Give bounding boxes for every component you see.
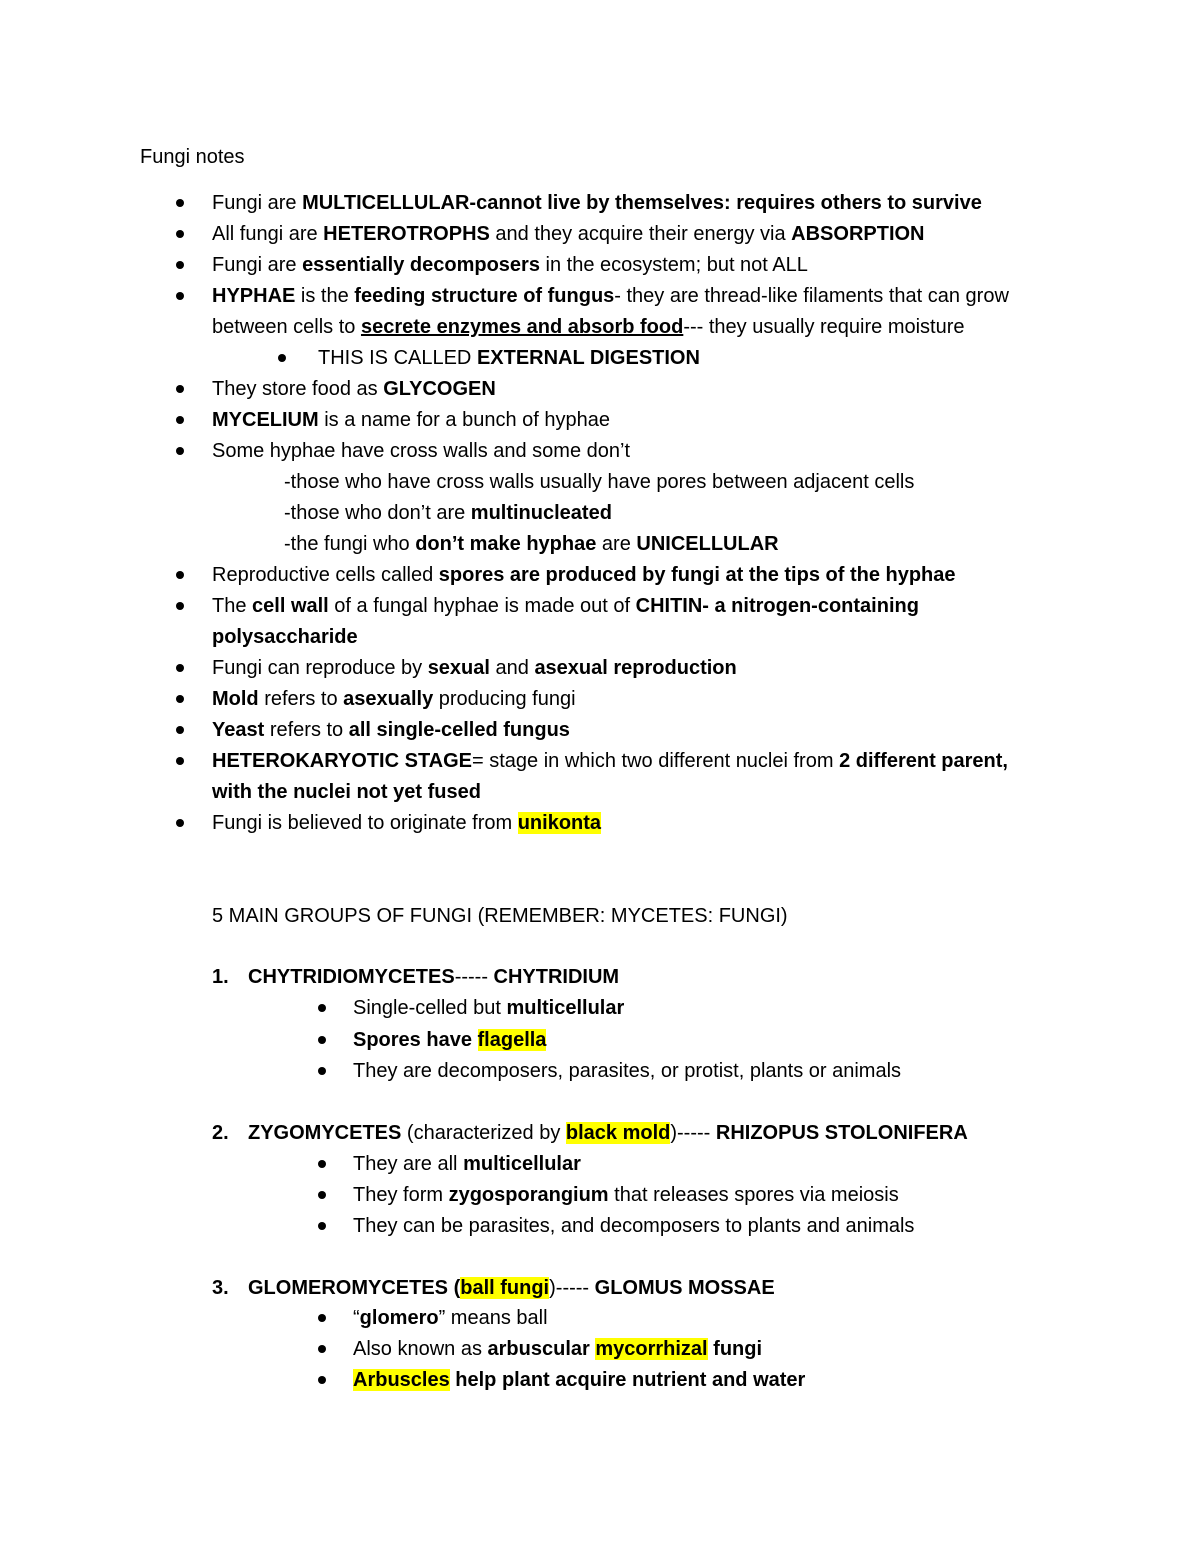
note-line <box>212 220 925 248</box>
text-run: essentially decomposers <box>302 254 540 276</box>
text-run: CHYTRIDIUM <box>493 966 620 988</box>
text-run: all single-celled fungus <box>348 719 570 741</box>
text-run: CHITIN- a nitrogen-containing <box>635 595 919 617</box>
text-run: EXTERNAL DIGESTION <box>476 347 700 369</box>
text-run: Fungi is believed to originate from <box>212 812 518 834</box>
text-run: glomero <box>359 1307 439 1329</box>
text-run: zygosporangium <box>448 1184 609 1206</box>
text-run: They are all <box>353 1153 464 1175</box>
text-run: All fungi are <box>212 223 324 245</box>
text-run: ----- <box>454 966 494 988</box>
bullet-icon <box>176 199 184 207</box>
text-run: help plant acquire nutrient and water <box>449 1369 806 1391</box>
text-run: between cells to <box>212 316 361 338</box>
text-run: asexual reproduction <box>534 657 737 679</box>
note-line <box>284 468 914 496</box>
text-run: -those who have cross walls usually have pores between adjacent cells <box>284 471 915 493</box>
text-run: 2 different parent, <box>839 750 1008 772</box>
text-run: They form <box>353 1184 449 1206</box>
note-line <box>212 406 610 434</box>
text-run: HETEROTROPHS <box>323 223 490 245</box>
note-line <box>212 282 1009 310</box>
note-line <box>212 747 1008 775</box>
text-run: in the ecosystem; but not ALL <box>539 254 808 276</box>
note-line <box>318 344 700 372</box>
group-heading <box>248 1119 968 1147</box>
note-line <box>212 685 576 713</box>
text-run: MULTICELLULAR-cannot live by themselves: requires others to survive <box>302 192 982 214</box>
bullet-icon <box>176 447 184 455</box>
bullet-icon <box>318 1036 326 1044</box>
group-number: 1. <box>212 966 229 988</box>
text-run: Reproductive cells called <box>212 564 439 586</box>
text-run: - they are thread-like filaments that can grow <box>614 285 1009 307</box>
page-title: Fungi notes <box>140 146 245 168</box>
text-run: Some hyphae have cross walls and some don’t <box>212 440 631 462</box>
text-run: “ <box>353 1307 360 1329</box>
text-run: Also known as <box>353 1338 488 1360</box>
bullet-icon <box>318 1376 326 1384</box>
text-run: and <box>489 657 535 679</box>
bullet-icon <box>176 695 184 703</box>
text-run: Arbuscles <box>353 1369 450 1391</box>
text-run: HYPHAE <box>212 285 296 307</box>
note-line <box>212 809 601 837</box>
text-run: multicellular <box>463 1153 581 1175</box>
text-run: --- they usually require moisture <box>683 316 965 338</box>
text-run: The <box>212 595 253 617</box>
group-number: 2. <box>212 1122 229 1144</box>
bullet-icon <box>176 757 184 765</box>
text-run: multicellular <box>506 997 625 1019</box>
text-run: )----- <box>670 1122 716 1144</box>
text-run: They are decomposers, parasites, or protist, plants or animals <box>353 1060 902 1082</box>
text-run: sexual <box>427 657 490 679</box>
group-item <box>353 1212 914 1240</box>
text-run: -the fungi who <box>284 533 416 555</box>
bullet-icon <box>176 230 184 238</box>
text-run: Spores have <box>353 1029 478 1051</box>
text-run: They can be parasites, and decomposers to plants and animals <box>353 1215 915 1237</box>
text-run: are <box>596 533 637 555</box>
text-run: Fungi are <box>212 254 303 276</box>
text-run: HETEROKARYOTIC STAGE <box>212 750 473 772</box>
text-run: with the nuclei not yet fused <box>212 781 481 803</box>
text-run: black mold <box>565 1122 671 1144</box>
text-run: is the <box>295 285 355 307</box>
text-run: is a name for a bunch of hyphae <box>318 409 610 431</box>
note-line <box>212 778 481 806</box>
text-run: cell wall <box>252 595 329 617</box>
bullet-icon <box>176 819 184 827</box>
text-run: RHIZOPUS STOLONIFERA <box>715 1122 968 1144</box>
text-run: don’t make hyphae <box>415 533 597 555</box>
note-line <box>212 592 919 620</box>
group-number: 3. <box>212 1277 229 1299</box>
note-line <box>212 561 956 589</box>
bullet-icon <box>176 292 184 300</box>
bullet-icon <box>176 664 184 672</box>
text-run: asexually <box>343 688 434 710</box>
text-run: ” means ball <box>438 1307 548 1329</box>
text-run: ball fungi <box>460 1277 550 1299</box>
text-run: producing fungi <box>433 688 576 710</box>
text-run: polysaccharide <box>212 626 358 648</box>
group-item <box>353 1335 762 1363</box>
text-run: fungi <box>713 1338 763 1360</box>
text-run: )----- <box>549 1277 595 1299</box>
text-run: unikonta <box>517 812 602 834</box>
bullet-icon <box>176 726 184 734</box>
text-run: Fungi can reproduce by <box>212 657 428 679</box>
text-run: of a fungal hyphae is made out of <box>328 595 636 617</box>
bullet-icon <box>176 416 184 424</box>
text-run: mycorrhizal <box>595 1338 708 1360</box>
note-line <box>212 654 737 682</box>
text-run: Mold <box>212 688 259 710</box>
bullet-icon <box>176 571 184 579</box>
bullet-icon <box>318 1345 326 1353</box>
text-run: Yeast <box>212 719 265 741</box>
note-line <box>284 499 612 527</box>
bullet-icon <box>318 1160 326 1168</box>
text-run: MYCELIUM <box>212 409 319 431</box>
text-run: GLYCOGEN <box>383 378 496 400</box>
groups-heading: 5 MAIN GROUPS OF FUNGI (REMEMBER: MYCETES: FUNGI) <box>212 905 788 927</box>
text-run: THIS IS CALLED <box>318 347 477 369</box>
text-run: CHYTRIDIOMYCETES <box>248 966 455 988</box>
note-line <box>212 313 965 341</box>
note-line <box>212 189 982 217</box>
bullet-icon <box>318 1222 326 1230</box>
note-line <box>212 375 496 403</box>
bullet-icon <box>278 354 286 362</box>
group-item <box>353 1304 548 1332</box>
text-run: flagella <box>477 1029 547 1051</box>
text-run: feeding structure of fungus <box>354 285 615 307</box>
bullet-icon <box>176 385 184 393</box>
text-run: refers to <box>258 688 344 710</box>
text-run: GLOMUS MOSSAE <box>594 1277 775 1299</box>
note-line <box>212 623 358 651</box>
text-run: multinucleated <box>470 502 612 524</box>
group-heading <box>248 1274 775 1302</box>
group-item <box>353 1150 581 1178</box>
text-run: ZYGOMYCETES <box>248 1122 402 1144</box>
text-run: refers to <box>264 719 349 741</box>
bullet-icon <box>318 1067 326 1075</box>
note-line <box>212 251 808 279</box>
group-item <box>353 1026 546 1054</box>
text-run: -those who don’t are <box>284 502 471 524</box>
note-line <box>212 716 570 744</box>
text-run: ABSORPTION <box>791 223 925 245</box>
text-run: and they acquire their energy via <box>489 223 792 245</box>
bullet-icon <box>318 1191 326 1199</box>
group-item <box>353 1366 805 1394</box>
text-run: Fungi are <box>212 192 303 214</box>
note-line <box>212 437 630 465</box>
group-item <box>353 1057 901 1085</box>
text-run: (characterized by <box>401 1122 566 1144</box>
text-run: They store food as <box>212 378 384 400</box>
text-run: that releases spores via meiosis <box>608 1184 899 1206</box>
text-run: Single-celled but <box>353 997 507 1019</box>
bullet-icon <box>176 261 184 269</box>
bullet-icon <box>176 602 184 610</box>
text-run: UNICELLULAR <box>636 533 779 555</box>
bullet-icon <box>318 1314 326 1322</box>
text-run: arbuscular <box>487 1338 590 1360</box>
note-line <box>284 530 779 558</box>
bullet-icon <box>318 1004 326 1012</box>
text-run: secrete enzymes and absorb food <box>360 316 684 338</box>
group-item <box>353 994 624 1022</box>
text-run: = stage in which two different nuclei from <box>472 750 840 772</box>
group-item <box>353 1181 899 1209</box>
group-heading <box>248 963 619 991</box>
text-run: GLOMEROMYCETES ( <box>248 1277 461 1299</box>
text-run: spores are produced by fungi at the tips of the hyphae <box>438 564 956 586</box>
